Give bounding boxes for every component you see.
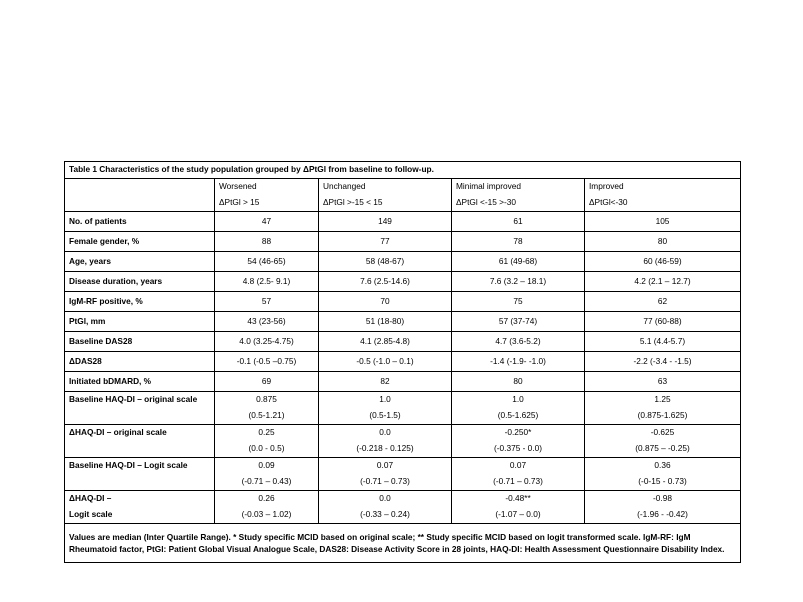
table-cell: 7.6 (2.5-14.6): [319, 272, 452, 292]
table-cell: 69: [215, 372, 319, 392]
table-cell: 4.8 (2.5- 9.1): [215, 272, 319, 292]
table-cell: 77: [319, 232, 452, 252]
characteristics-table: [64, 161, 741, 563]
table-cell: (-0.03 – 1.02): [215, 507, 319, 524]
table-cell: 70: [319, 292, 452, 312]
row-label: Disease duration, years: [65, 272, 215, 292]
table-cell: 5.1 (4.4-5.7): [585, 332, 741, 352]
row-label: PtGl, mm: [65, 312, 215, 332]
header-corner: [65, 195, 215, 212]
table-row: [65, 312, 741, 332]
row-label-continuation: [65, 441, 215, 458]
table-cell: (-0.71 – 0.73): [319, 474, 452, 491]
table-cell: 80: [585, 232, 741, 252]
table-row: [65, 292, 741, 312]
table-row: [65, 458, 741, 475]
table-cell: 57: [215, 292, 319, 312]
table-cell: (0.5-1.625): [452, 408, 585, 425]
table-cell: 82: [319, 372, 452, 392]
table-row-continuation: [65, 474, 741, 491]
table-cell: 47: [215, 212, 319, 232]
table-caption: Table 1 Characteristics of the study population grouped by ΔPtGl from baseline to follow-up.: [65, 162, 741, 179]
table-row: [65, 491, 741, 508]
table-row: [65, 425, 741, 442]
table-row: [65, 352, 741, 372]
row-label: Baseline DAS28: [65, 332, 215, 352]
table-cell: (0.875 – -0.25): [585, 441, 741, 458]
table-cell: (-0.375 - 0.0): [452, 441, 585, 458]
column-criterion: ΔPtGl <-15 >-30: [452, 195, 585, 212]
table-cell: 0.25: [215, 425, 319, 442]
column-criterion: ΔPtGl >-15 < 15: [319, 195, 452, 212]
table-cell: 1.0: [452, 392, 585, 409]
table-footnote: Values are median (Inter Quartile Range). * Study specific MCID based on original scale; ** Study specific MCID based on logit transformed scale. IgM-RF: IgM Rheumatoid factor, PtGl: Patient Global Visual Analogue Scale, DAS28: Disease Activity Score in 28 joints, HAQ-DI: Health Assessment Questionnaire Disability Index.: [65, 524, 741, 563]
table-cell: 0.07: [452, 458, 585, 475]
table-cell: -0.1 (-0.5 –0.75): [215, 352, 319, 372]
row-label-continuation: [65, 408, 215, 425]
table-cell: 149: [319, 212, 452, 232]
table-cell: -0.625: [585, 425, 741, 442]
table-cell: 0.0: [319, 425, 452, 442]
table-cell: (-0.71 – 0.73): [452, 474, 585, 491]
header-criterion-row: [65, 195, 741, 212]
table-cell: 1.0: [319, 392, 452, 409]
row-label: No. of patients: [65, 212, 215, 232]
table-cell: 88: [215, 232, 319, 252]
table-cell: -0.5 (-1.0 – 0.1): [319, 352, 452, 372]
column-criterion: ΔPtGl<-30: [585, 195, 741, 212]
row-label: Age, years: [65, 252, 215, 272]
table-cell: (0.0 - 0.5): [215, 441, 319, 458]
table-cell: -1.4 (-1.9- -1.0): [452, 352, 585, 372]
table-cell: 80: [452, 372, 585, 392]
two-line-rows: [65, 392, 741, 524]
single-line-rows: [65, 212, 741, 392]
row-label-continuation: Logit scale: [65, 507, 215, 524]
table-cell: 63: [585, 372, 741, 392]
table-caption-row: [65, 162, 741, 179]
table-cell: 78: [452, 232, 585, 252]
row-label-continuation: [65, 474, 215, 491]
table-row: [65, 372, 741, 392]
column-header: Improved: [585, 179, 741, 196]
table-cell: (0.5-1.5): [319, 408, 452, 425]
table-cell: 105: [585, 212, 741, 232]
table-cell: 4.7 (3.6-5.2): [452, 332, 585, 352]
table-cell: 77 (60-88): [585, 312, 741, 332]
table-cell: 4.1 (2.85-4.8): [319, 332, 452, 352]
table-cell: 57 (37-74): [452, 312, 585, 332]
table-cell: 1.25: [585, 392, 741, 409]
table-cell: 43 (23-56): [215, 312, 319, 332]
table-cell: -0.98: [585, 491, 741, 508]
table-cell: (0.875-1.625): [585, 408, 741, 425]
table-cell: 54 (46-65): [215, 252, 319, 272]
table-cell: 60 (46-59): [585, 252, 741, 272]
table-row: [65, 232, 741, 252]
table-row-continuation: [65, 507, 741, 524]
table-cell: 58 (48-67): [319, 252, 452, 272]
table-cell: 61 (49-68): [452, 252, 585, 272]
table-cell: (-0-15 - 0.73): [585, 474, 741, 491]
table-cell: 0.09: [215, 458, 319, 475]
column-criterion: ΔPtGl > 15: [215, 195, 319, 212]
row-label: Female gender, %: [65, 232, 215, 252]
table-cell: 0.36: [585, 458, 741, 475]
table-cell: (-0.71 – 0.43): [215, 474, 319, 491]
row-label: ΔDAS28: [65, 352, 215, 372]
header-row: [65, 179, 741, 196]
table-cell: 4.0 (3.25-4.75): [215, 332, 319, 352]
table-row: [65, 332, 741, 352]
table-cell: 61: [452, 212, 585, 232]
table-cell: -0.250*: [452, 425, 585, 442]
row-label: ΔHAQ-DI –: [65, 491, 215, 508]
row-label: Baseline HAQ-DI – Logit scale: [65, 458, 215, 475]
table-cell: -2.2 (-3.4 - -1.5): [585, 352, 741, 372]
table-cell: (-1.07 – 0.0): [452, 507, 585, 524]
row-label: IgM-RF positive, %: [65, 292, 215, 312]
column-header: Unchanged: [319, 179, 452, 196]
table-cell: 0.875: [215, 392, 319, 409]
table-cell: 0.26: [215, 491, 319, 508]
table-cell: -0.48**: [452, 491, 585, 508]
table-cell: 0.07: [319, 458, 452, 475]
table-row-continuation: [65, 441, 741, 458]
table-row: [65, 212, 741, 232]
table-cell: 7.6 (3.2 – 18.1): [452, 272, 585, 292]
table-row: [65, 272, 741, 292]
column-header: Worsened: [215, 179, 319, 196]
table-cell: 4.2 (2.1 – 12.7): [585, 272, 741, 292]
table-row: [65, 252, 741, 272]
row-label: Initiated bDMARD, %: [65, 372, 215, 392]
table-cell: 51 (18-80): [319, 312, 452, 332]
table-cell: (-0.218 - 0.125): [319, 441, 452, 458]
row-label: ΔHAQ-DI – original scale: [65, 425, 215, 442]
table-cell: 62: [585, 292, 741, 312]
table-row-continuation: [65, 408, 741, 425]
column-header: Minimal improved: [452, 179, 585, 196]
table-cell: 0.0: [319, 491, 452, 508]
table-cell: (0.5-1.21): [215, 408, 319, 425]
table-cell: 75: [452, 292, 585, 312]
header-corner: [65, 179, 215, 196]
table-cell: (-0.33 – 0.24): [319, 507, 452, 524]
table-row: [65, 392, 741, 409]
row-label: Baseline HAQ-DI – original scale: [65, 392, 215, 409]
footnote-row: [65, 524, 741, 563]
table-cell: (-1.96 - -0.42): [585, 507, 741, 524]
